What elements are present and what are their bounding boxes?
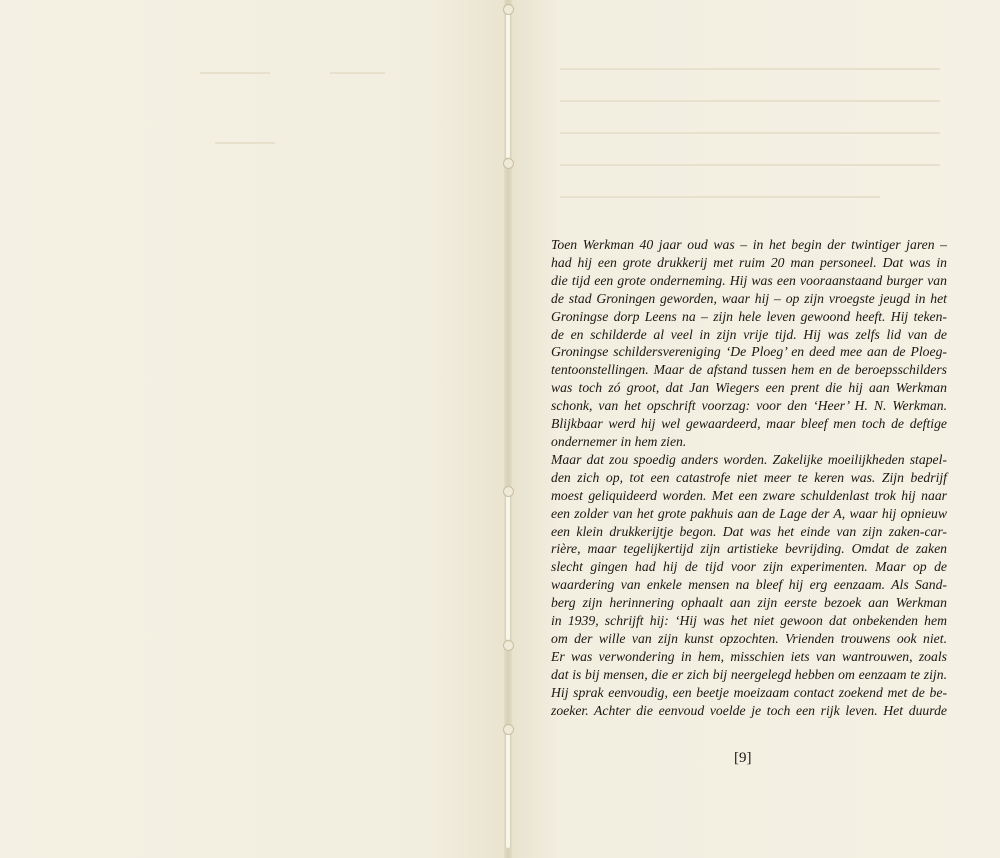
show-through-mark xyxy=(560,100,940,102)
text-line: die tijd een grote onderneming. Hij was een vooraanstaand burger van xyxy=(551,272,947,288)
show-through-mark xyxy=(560,132,940,134)
show-through-mark xyxy=(330,72,385,74)
text-line: zoeker. Achter die eenvoud voelde je toch een rijk leven. Het duurde xyxy=(551,702,947,718)
text-line: was toch zó groot, dat Jan Wiegers een prent die hij aan Werkman xyxy=(551,380,947,396)
text-line: een klein drukkerijtje begon. Dat was het einde van zijn zaken-car- xyxy=(551,523,947,539)
text-line: Blijkbaar werd hij wel gewaardeerd, maar bleef men toch de deftige xyxy=(551,416,947,432)
text-line: om der wille van zijn kunst opzochten. Vrienden trouwens ook niet. xyxy=(551,630,947,646)
text-line: de en schilderde al veel in zijn vrije tijd. Hij was zelfs lid van de xyxy=(551,326,947,342)
text-line: den zich op, tot een catastrofe niet meer te keren was. Zijn bedrijf xyxy=(551,469,947,485)
show-through-mark xyxy=(560,196,880,198)
text-line: in 1939, schrijft hij: ‘Hij was het niet gewoon dat onbekenden hem xyxy=(551,613,947,629)
stitch-hole xyxy=(503,724,514,735)
binding-stitch xyxy=(506,490,510,640)
text-line: rière, maar tegelijkertijd zijn artistieke bevrijding. Omdat de zaken xyxy=(551,541,947,557)
text-line: ondernemer in hem zien. xyxy=(551,433,687,449)
text-line: de stad Groningen geworden, waar hij – op zijn vroegste jeugd in het xyxy=(551,290,947,306)
text-line: schonk, van het opschrift voorzag: voor den ‘Heer’ H. N. Werkman. xyxy=(551,398,947,414)
text-line: een zolder van het grote pakhuis aan de Lage der A, waar hij opnieuw xyxy=(551,505,947,521)
text-line: had hij een grote drukkerij met ruim 20 man personeel. Dat was in xyxy=(551,254,947,270)
binding-stitch xyxy=(506,8,510,158)
text-line: Hij sprak eenvoudig, een beetje moeizaam contact zoekend met de be- xyxy=(551,684,947,700)
show-through-mark xyxy=(560,164,940,166)
text-line: Er was verwondering in hem, misschien iets van wantrouwen, zoals xyxy=(551,648,947,664)
text-line: moest geliquideerd worden. Met een zware schuldenlast trok hij naar xyxy=(551,487,947,503)
text-line: berg zijn herinnering ophaalt aan zijn eerste bezoek aan Werkman xyxy=(551,595,947,611)
text-line: Maar dat zou spoedig anders worden. Zakelijke moeilijkheden stapel- xyxy=(551,451,947,467)
text-line: Toen Werkman 40 jaar oud was – in het begin der twintiger jaren – xyxy=(551,237,947,252)
text-line: slecht gingen had hij de tijd voor zijn experimenten. Maar op de xyxy=(551,559,947,575)
show-through-mark xyxy=(200,72,270,74)
text-line: tentoonstellingen. Maar de afstand tussen hem en de beroepsschilders xyxy=(551,362,947,378)
text-line: waardering van enkele mensen na bleef hij erg eenzaam. Als Sand- xyxy=(551,577,947,593)
text-line: Groningse schildersvereniging ‘De Ploeg’ en deed mee aan de Ploeg- xyxy=(551,344,947,360)
stitch-hole xyxy=(503,640,514,651)
body-text xyxy=(551,236,947,719)
show-through-mark xyxy=(560,68,940,70)
binding-stitch xyxy=(506,728,510,848)
text-line: Groningse dorp Leens na – zijn hele leven gewoond heeft. Hij teken- xyxy=(551,308,947,324)
show-through-mark xyxy=(215,142,275,144)
stitch-hole xyxy=(503,158,514,169)
stitch-hole xyxy=(503,486,514,497)
page-number: [9] xyxy=(734,750,752,766)
stitch-hole xyxy=(503,4,514,15)
text-line: dat is bij mensen, die er zich bij neergelegd hebben om eenzaam te zijn. xyxy=(551,666,947,682)
